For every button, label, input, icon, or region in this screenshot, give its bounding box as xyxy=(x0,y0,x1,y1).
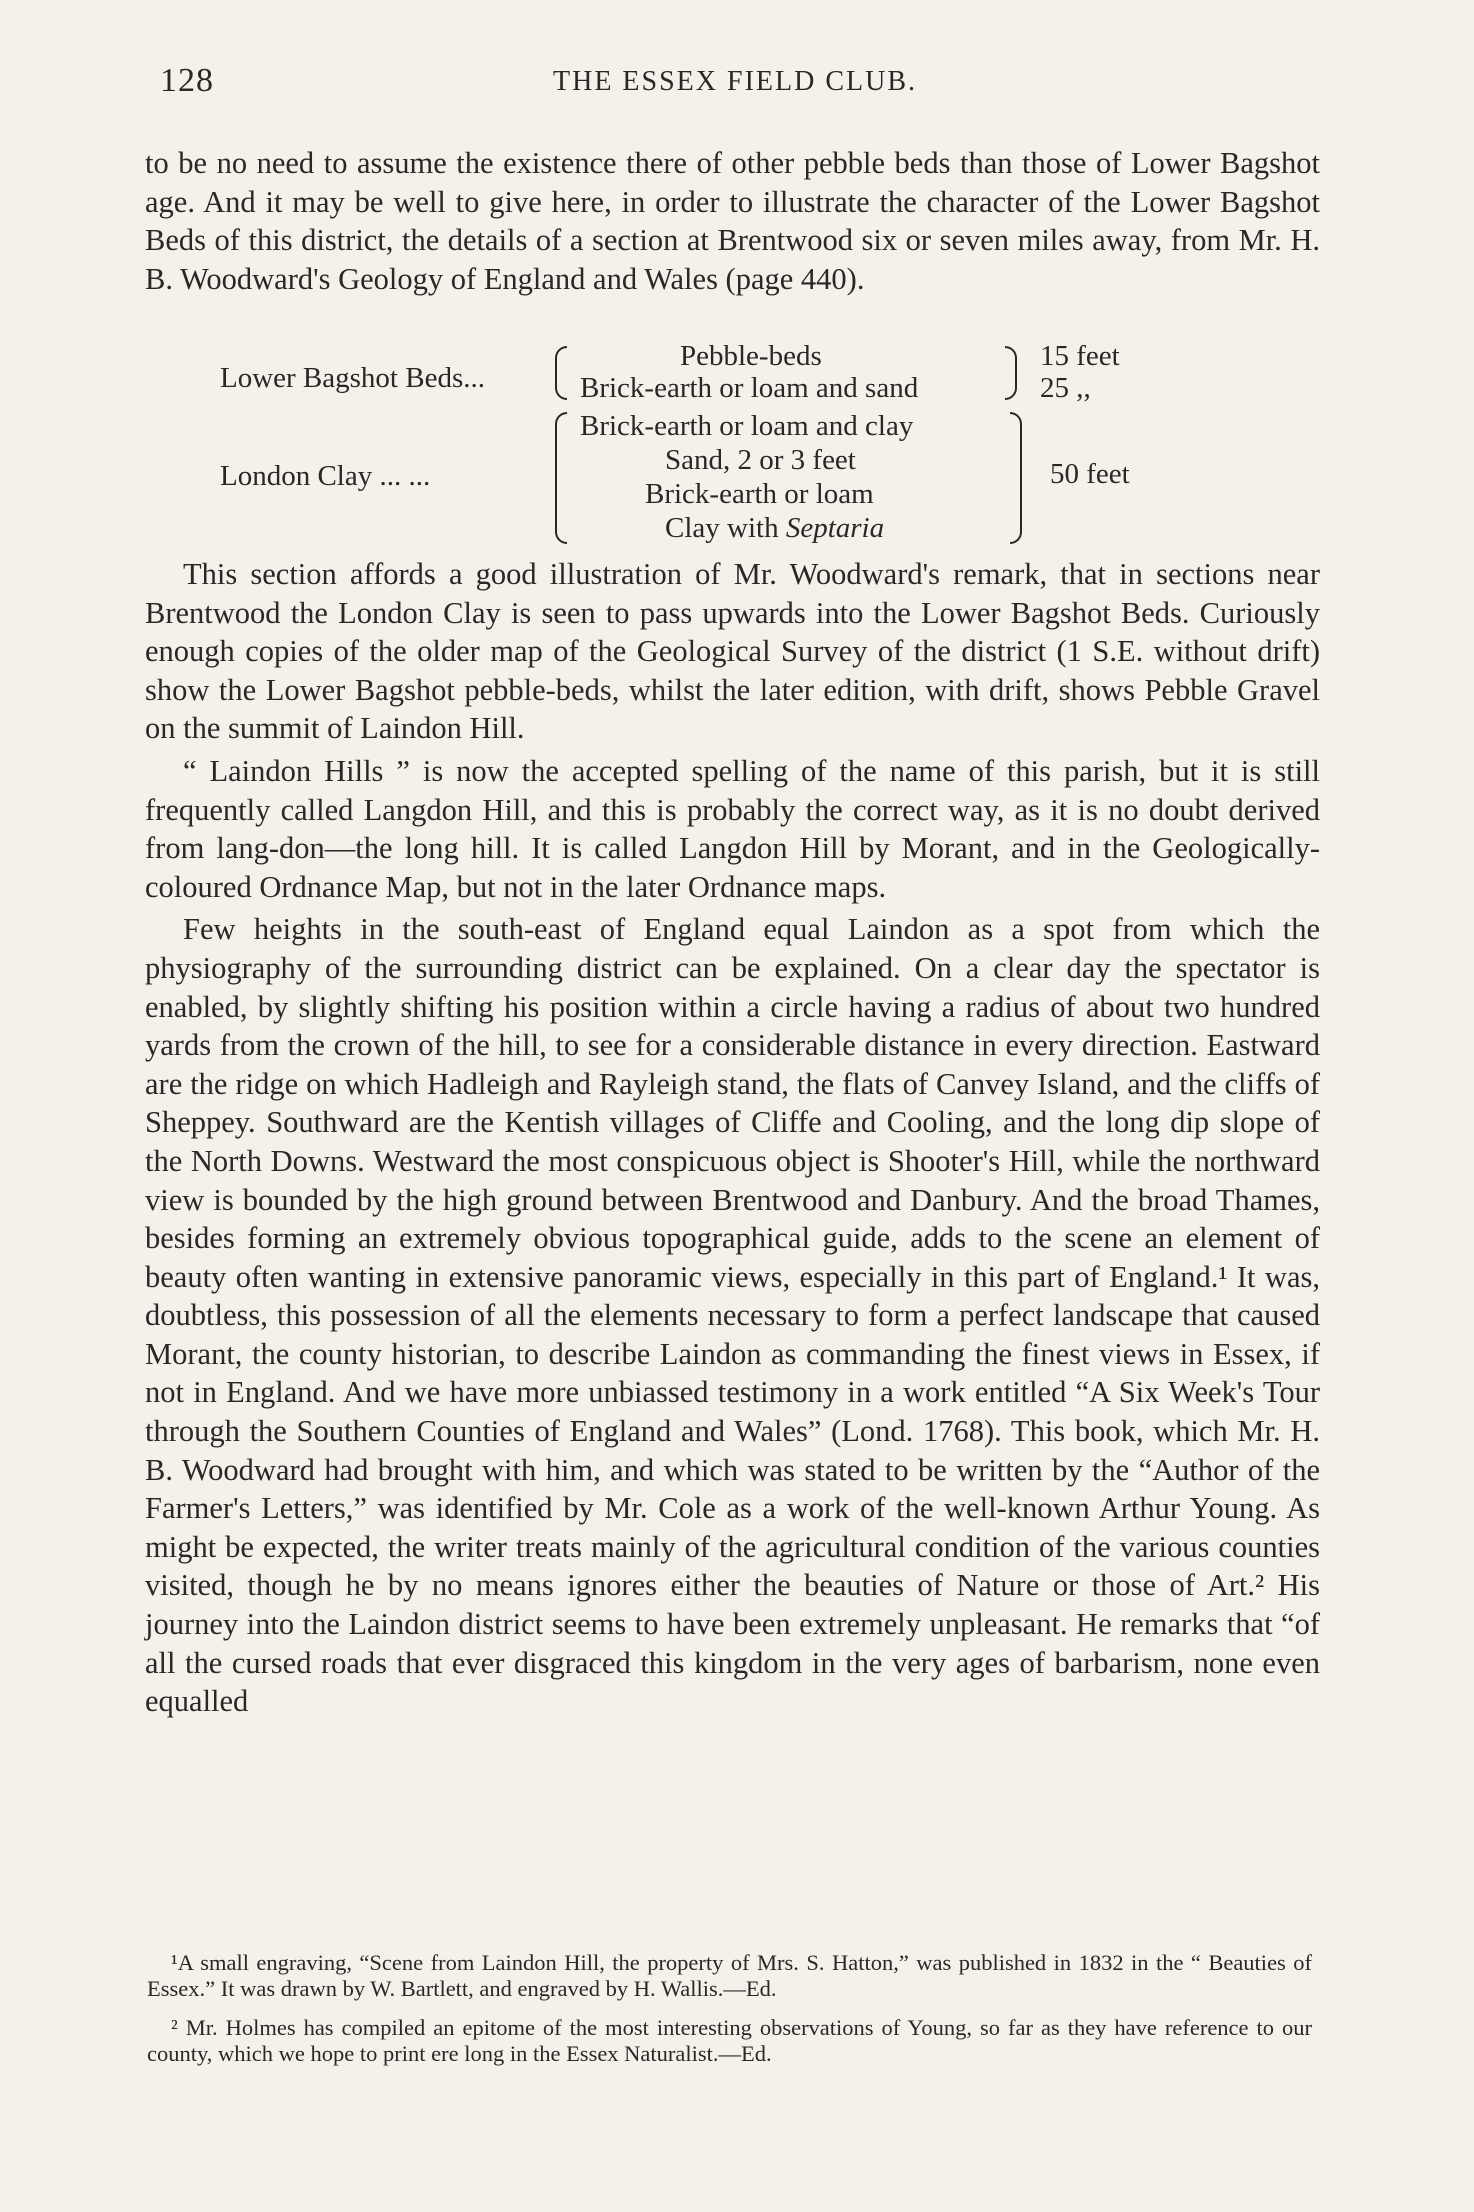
london-clay-layer-1: Brick-earth or loam and clay xyxy=(580,410,914,442)
lower-bagshot-layer-1: Pebble-beds xyxy=(680,340,822,372)
lower-bagshot-right-brace xyxy=(1005,346,1017,400)
lower-bagshot-left-brace xyxy=(555,346,567,400)
section-table xyxy=(150,340,1310,550)
london-clay-thickness: 50 feet xyxy=(1050,458,1130,490)
paragraph-section-remark: This section affords a good illustration of Mr. Woodward's remark, that in sections near Brentwood the London Clay is seen to pass upwards into the Lower Bagshot Beds. Curiously enough copies of the older map of the Geological Survey of the district (1 S.E. without drift) show the Lower Bagshot pebble-beds, whilst the later edition, with drift, shows Pebble Gravel on the summit of Laindon Hill. xyxy=(145,557,1320,746)
lower-bagshot-thickness-2: 25 ,, xyxy=(1040,372,1091,404)
footnotes xyxy=(147,1950,1312,2080)
footnote-2: ² Mr. Holmes has compiled an epitome of the most interesting observations of Young, so far as they have reference to our county, which we hope to print ere long in the Essex Naturalist.—Ed. xyxy=(147,2015,1312,2066)
intro-paragraph: to be no need to assume the existence there of other pebble beds than those of Lower Bagshot age. And it may be well to give here, in order to illustrate the character of the Lower Bagshot Beds of this district, the details of a section at Brentwood six or seven miles away, from Mr. H. B. Woodward's Geology of England and Wales (page 440). xyxy=(145,146,1320,296)
running-title: THE ESSEX FIELD CLUB. xyxy=(553,66,917,97)
paragraph-laindon-spelling: “ Laindon Hills ” is now the accepted spelling of the name of this parish, but it is still frequently called Langdon Hill, and this is probably the correct way, as it is no doubt derived from lang-don—the long hill. It is called Langdon Hill by Morant, and in the Geologically-coloured Ordnance Map, but not in the later Ordnance maps. xyxy=(145,753,1320,904)
london-clay-layer-4 xyxy=(665,512,884,545)
paragraph-few-heights: Few heights in the south-east of England equal Laindon as a spot from which the physiography of the surrounding district can be explained. On a clear day the spectator is enabled, by slightly shifting his position within a circle having a radius of about two hundred yards from the crown of the hill, to see for a considerable distance in every direction. Eastward are the ridge on which Hadleigh and Rayleigh stand, the flats of Canvey Island, and the cliffs of Sheppey. Southward are the Kentish villages of Cliffe and Cooling, and the long dip slope of the North Downs. Westward the most conspicuous object is Shooter's Hill, while the northward view is bounded by the high ground between Brentwood and Danbury. And the broad Thames, besides forming an extremely obvious topographical guide, adds to the scene an element of beauty often wanting in extensive panoramic views, especially in this part of England.¹ It was, doubtless, this possession of all the elements necessary to form a perfect landscape that caused Morant, the county historian, to describe Laindon as commanding the finest views in Essex, if not in England. And we have more unbiassed testimony in a work entitled “A Six Week's Tour through the Southern Counties of England and Wales” (Lond. 1768). This book, which Mr. H. B. Woodward had brought with him, and which was stated to be written by the “Author of the Farmer's Letters,” was identified by Mr. Cole as a work of the well-known Arthur Young. As might be expected, the writer treats mainly of the agricultural condition of the various counties visited, though he by no means ignores either the beauties of Nature or those of Art.² His journey into the Laindon district seems to have been extremely unpleasant. He remarks that “of all the cursed roads that ever disgraced this kingdom in the very ages of barbarism, none even equalled xyxy=(145,912,1320,1719)
lower-bagshot-layer-2: Brick-earth or loam and sand xyxy=(580,372,919,404)
lower-bagshot-label: Lower Bagshot Beds... xyxy=(220,362,485,394)
london-clay-left-brace xyxy=(555,412,567,544)
london-clay-layer-3: Brick-earth or loam xyxy=(645,478,874,510)
london-clay-layer-2: Sand, 2 or 3 feet xyxy=(665,444,856,476)
footnote-1: ¹A small engraving, “Scene from Laindon Hill, the property of Mrs. S. Hatton,” was published in 1832 in the “ Beauties of Essex.” It was drawn by W. Bartlett, and engraved by H. Wallis.—Ed. xyxy=(147,1950,1312,2001)
london-clay-right-brace xyxy=(1010,412,1022,544)
page-header xyxy=(160,62,1310,112)
main-text xyxy=(145,555,1320,1721)
london-clay-label: London Clay ... ... xyxy=(220,460,431,492)
london-clay-layer-4-italic: Septaria xyxy=(785,512,885,544)
page-number: 128 xyxy=(160,62,214,99)
lower-bagshot-thickness-1: 15 feet xyxy=(1040,340,1120,372)
london-clay-layer-4-text: Clay with xyxy=(665,512,786,544)
intro-block xyxy=(145,144,1320,298)
